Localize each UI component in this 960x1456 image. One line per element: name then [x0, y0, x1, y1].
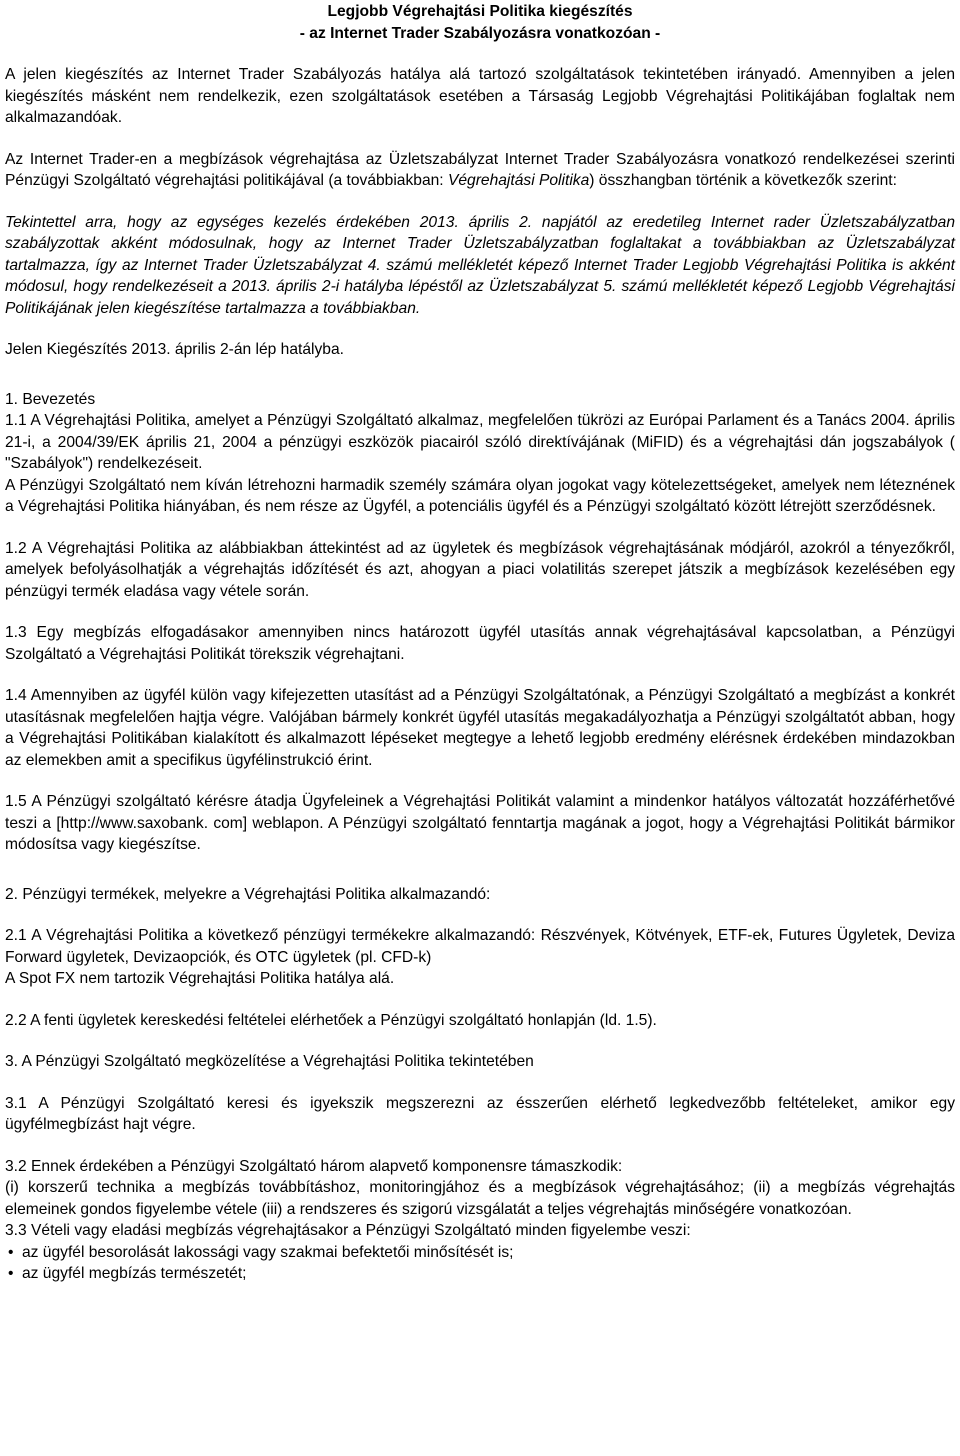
section-3-2: 3.2 Ennek érdekében a Pénzügyi Szolgáltató három alapvető komponensre támaszkodik: — [5, 1157, 623, 1175]
section-1-1: 1.1 A Végrehajtási Politika, amelyet a Pénzügyi Szolgáltató alkalmaz, megfelelően tükrözi az Európai Parlament és a Tanács 2004. április 21-i, a 2004/39/EK április 21, 2004 a pénzügyi eszközök piacairól szóló direktívájának (MiFID) és a végrehajtási dán jogszabályok ( "Szabályok") rendelkezéseit. — [5, 412, 955, 472]
intro-paragraph-2 — [5, 149, 955, 192]
intro-p2-italic: Végrehajtási Politika — [447, 172, 590, 189]
section-3-2b: (i) korszerű technika a megbízás továbbításhoz, monitoringjához és a megbízások végrehajtásához; (ii) a megbízás végrehajtás elemeinek gondos figyelembe vétele (iii) a rendszeres és szigorú vizsgálatát a teljes végrehajtás minőségére vonatkozóan. — [5, 1179, 955, 1218]
bullet-item: • az ügyfél besorolását lakossági vagy szakmai befektetői minősítését is; — [5, 1242, 955, 1264]
intro-p2-start: Az Internet Trader-en a megbízások végrehajtása az Üzletszabályzat Internet Trader Szabályozásra vonatkozó rendelkezései szerinti Pénzügyi Szolgáltató végrehajtási politikájával (a továbbiakban: — [5, 150, 955, 189]
section-1-3: 1.3 Egy megbízás elfogadásakor amennyiben nincs határozott ügyfél utasítás annak végrehajtásával kapcsolatban, a Pénzügyi Szolgáltató a Végrehajtási Politikát törekszik végrehajtani. — [5, 624, 955, 663]
section-3-heading: 3. A Pénzügyi Szolgáltató megközelítése a Végrehajtási Politika tekintetében — [5, 1053, 534, 1070]
intro-paragraph-1: A jelen kiegészítés az Internet Trader Szabályozás hatálya alá tartozó szolgáltatások tekintetében irányadó. Amennyiben a jelen kiegészítés másként nem rendelkezik, ezen szolgáltatások esetében a Társaság Legjobb Végrehajtási Politikájában foglaltak nem alkalmazandóak. — [5, 66, 955, 126]
section-1-2: 1.2 A Végrehajtási Politika az alábbiakban áttekintést ad az ügyletek és megbízások végrehajtásának módjáról, azokról a tényezőkről, amelyek befolyásolhatják a végrehajtás időzítését és azt, ahogyan a piaci volatilitás szerepet játszik a megbízások kezelésében egy pénzügyi termék eladása vagy vétele során. — [5, 539, 955, 600]
section-2-1: 2.1 A Végrehajtási Politika a következő pénzügyi termékekre alkalmazandó: Részvények, Kötvények, ETF-ek, Futures Ügyletek, Deviza Forward ügyletek, Devizaopciók, és OTC ügyletek (pl. CFD-k) — [5, 927, 955, 966]
section-2-2: 2.2 A fenti ügyletek kereskedési feltételei elérhetőek a Pénzügyi szolgáltató honlapján (ld. 1.5). — [5, 1011, 657, 1029]
document-subtitle: - az Internet Trader Szabályozásra vonatkozóan - — [299, 24, 661, 42]
document-title: Legjobb Végrehajtási Politika kiegészítés — [327, 3, 633, 20]
section-1-5: 1.5 A Pénzügyi szolgáltató kérésre átadja Ügyfeleinek a Végrehajtási Politikát valamint a mindenkor hatályos változatát hozzáférhetővé teszi a [http://www.saxobank. com] weblapon. A Pénzügyi szolgáltató fenntartja magának a jogot, hogy a Végrehajtási Politikát bármikor módosítsa vagy kiegészítse. — [5, 793, 955, 853]
section-1-1b: A Pénzügyi Szolgáltató nem kíván létrehozni harmadik személy számára olyan jogokat vagy kötelezettségeket, amelyek nem léteznének a Végrehajtási Politika hiányában, és nem része az Ügyfél, a potenciális ügyfél és a Pénzügyi szolgáltató között létrejött szerződésnek. — [5, 476, 955, 515]
intro-paragraph-4: Jelen Kiegészítés 2013. április 2-án lép hatályba. — [5, 341, 344, 358]
section-3-3: 3.3 Vételi vagy eladási megbízás végrehajtásakor a Pénzügyi Szolgáltató minden figyelembe veszi: — [5, 1222, 691, 1239]
intro-p2-end: ) összhangban történik a következők szerint: — [589, 172, 897, 189]
section-2-1b: A Spot FX nem tartozik Végrehajtási Politika hatálya alá. — [5, 970, 395, 987]
section-1-heading: 1. Bevezetés — [5, 390, 96, 408]
intro-paragraph-3: Tekintettel arra, hogy az egységes kezelés érdekében 2013. április 2. napjától az eredetileg Internet rader Üzletszabályzatban szabályzottak akként módosulnak, hogy az Internet Trader Üzletszabályzatban foglaltakat a továbbiakban az Üzletszabályzat tartalmazza, így az Internet Trader Üzletszabályzat 4. számú mellékletét képező Internet Trader Legjobb Végrehajtási Politika is akként módosul, hogy rendelkezéseit a 2013. április 2-i hatályba lépéstől az Üzletszabályzat 5. számú mellékletét képező Legjobb Végrehajtási Politikájának jelen kiegészítése tartalmazza a továbbiakban. — [5, 213, 955, 317]
document-page — [5, 0, 955, 1285]
section-3-1: 3.1 A Pénzügyi Szolgáltató keresi és igyekszik megszerezni az ésszerűen elérhető legkedvezőbb feltételeket, amikor egy ügyfélmegbízást hajt végre. — [5, 1094, 955, 1133]
section-1-4: 1.4 Amennyiben az ügyfél külön vagy kifejezetten utasítást ad a Pénzügyi Szolgáltatónak, a Pénzügyi Szolgáltató a megbízást a konkrét utasításnak megfelelően hajtja végre. Valójában bármely konkrét ügyfél utasítás megakadályozhatja a Pénzügyi szolgáltatót abban, hogy a Végrehajtási Politikában kialakított és alkalmazott lépéseket megtegye a lehető legjobb eredmény elérésnek érdekében mindazokban az elemekben amit a specifikus ügyfélinstrukció érint. — [5, 687, 955, 769]
bullet-item: • az ügyfél megbízás természetét; — [5, 1263, 955, 1285]
section-2-heading: 2. Pénzügyi termékek, melyekre a Végrehajtási Politika alkalmazandó: — [5, 885, 491, 903]
